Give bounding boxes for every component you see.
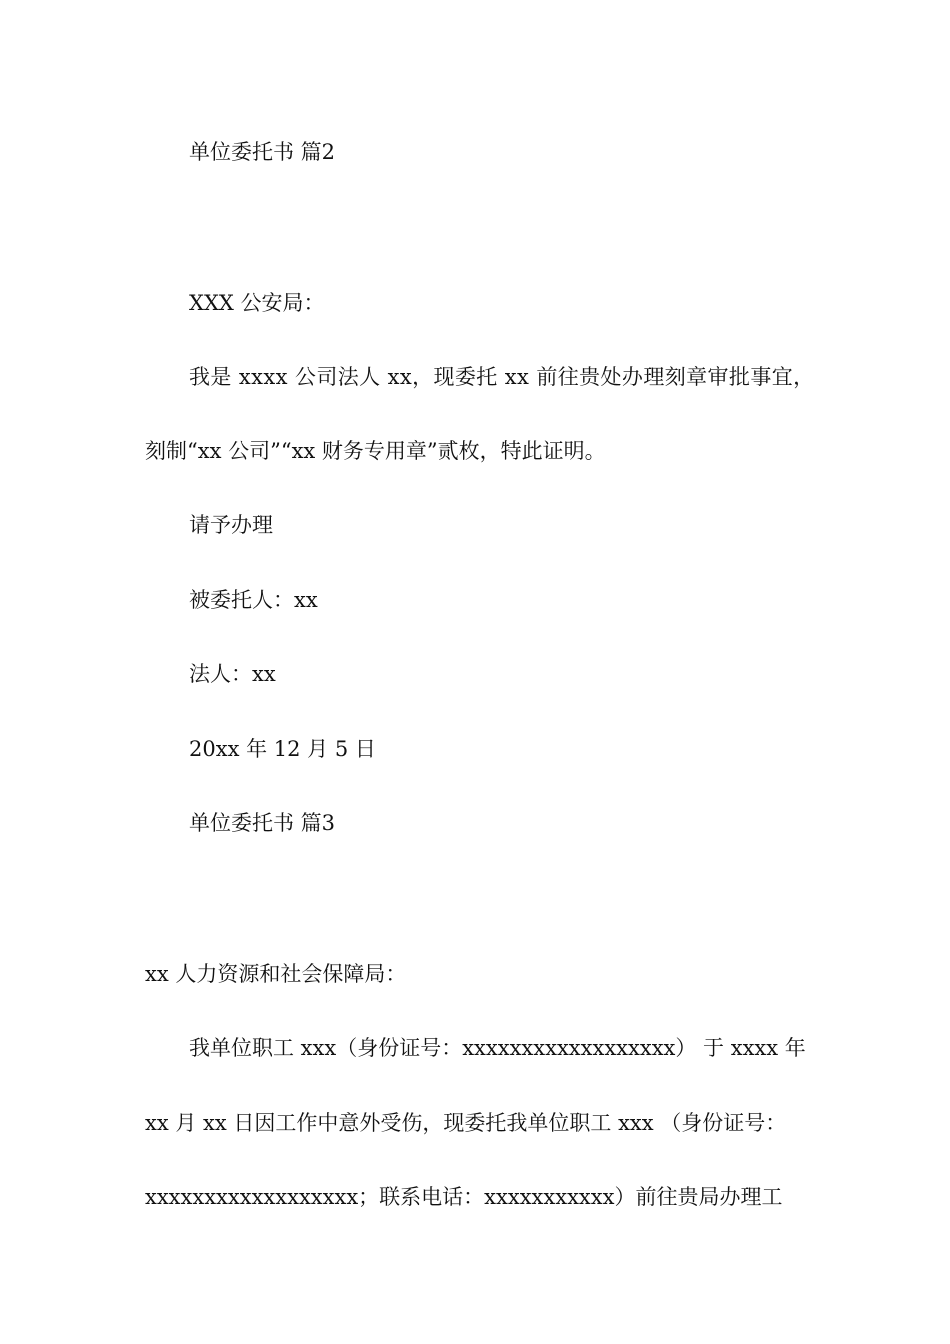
- section3-body-line1: 我单位职工 xxx（身份证号：xxxxxxxxxxxxxxxxxx） 于 xxxx 年: [189, 1036, 806, 1060]
- section2-recipient: XXX 公安局：: [189, 291, 325, 315]
- section2-delegate: 被委托人：xx: [189, 588, 318, 612]
- section2-heading: 单位委托书 篇2: [189, 140, 336, 164]
- section2-request: 请予办理: [189, 513, 273, 537]
- section2-date: 20xx 年 12 月 5 日: [189, 737, 376, 761]
- section2-body-line1: 我是 xxxx 公司法人 xx，现委托 xx 前往贵处办理刻章审批事宜，: [189, 365, 815, 389]
- section3-recipient: xx 人力资源和社会保障局：: [145, 962, 407, 986]
- section3-heading: 单位委托书 篇3: [189, 811, 336, 835]
- section3-body-line3: xxxxxxxxxxxxxxxxxx；联系电话：xxxxxxxxxxx）前往贵局办理工: [145, 1185, 783, 1209]
- section2-body-line2: 刻制“xx 公司”“xx 财务专用章”贰枚，特此证明。: [145, 439, 606, 463]
- section2-legal-person: 法人：xx: [189, 662, 276, 686]
- section3-body-line2: xx 月 xx 日因工作中意外受伤，现委托我单位职工 xxx （身份证号：: [145, 1111, 787, 1135]
